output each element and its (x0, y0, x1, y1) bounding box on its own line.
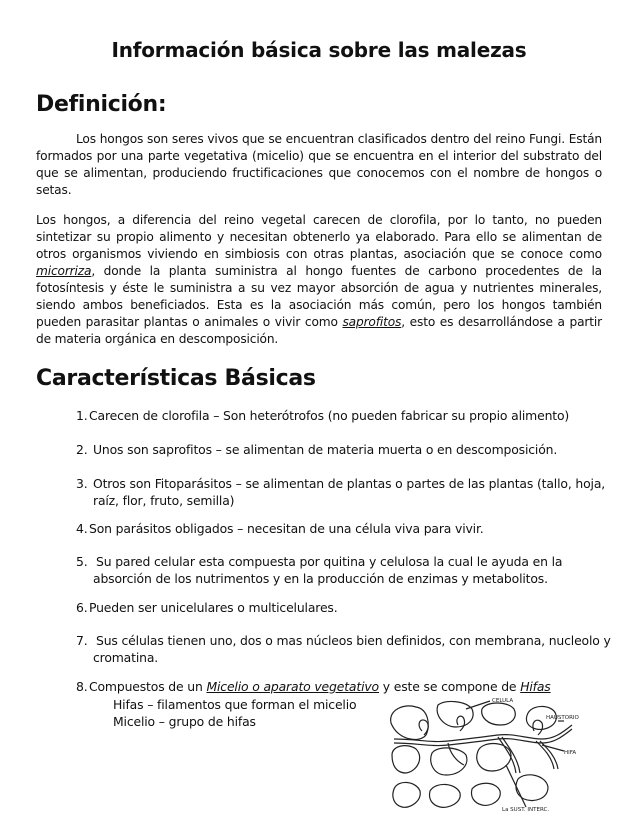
list-item (76, 632, 611, 665)
list-item-text: Pueden ser unicelulares o multicelulares. (89, 600, 338, 615)
plant-cell (429, 784, 460, 807)
list-item-text-line-2: absorción de los nutrimentos y en la producción de enzimas y metabolitos. (93, 571, 548, 586)
list-item-text-line-2: raíz, flor, fruto, semilla) (93, 493, 235, 508)
list-item-number: 6. (76, 600, 88, 615)
list-item-number: 1. (76, 408, 88, 423)
haustorium (457, 716, 465, 731)
list-item (76, 520, 484, 537)
plant-cell (392, 746, 420, 773)
term-saprofitos: saprofitos (342, 315, 402, 329)
list-item-text: Son parásitos obligados – necesitan de una célula viva para vivir. (89, 521, 484, 536)
hyphae-diagram (386, 695, 586, 813)
definicion-p1-text: Los hongos son seres vivos que se encuentran clasificados dentro del reino Fungi. Están formados por una parte vegetativa (micelio) que se encuentra en el interior del substrato del que se alimentan, produciendo fructificaciones que conocemos con el nombre de hongos o setas. (36, 132, 602, 197)
definicion-paragraph-1 (36, 131, 602, 199)
list-item (76, 678, 551, 695)
list-item (76, 441, 558, 458)
term-hifas: Hifas (520, 679, 551, 694)
plant-cell (431, 748, 467, 775)
sub-item-micelio: Micelio – grupo de hifas (113, 714, 256, 729)
list-item (76, 475, 606, 508)
page-title: Información básica sobre las malezas (111, 38, 527, 62)
sub-item-hifas: Hifas – filamentos que forman el micelio (113, 697, 357, 712)
plant-cell (393, 782, 420, 807)
list-item (76, 407, 570, 424)
list-item-number: 4. (76, 521, 88, 536)
list-item-number: 3. (76, 476, 88, 491)
list-item-text-line-1: Otros son Fitoparásitos – se alimentan de plantas o partes de las plantas (tallo, hoja, (93, 476, 606, 491)
list-item-number: 7. (76, 633, 88, 648)
item-8-mid: y este se compone de (379, 679, 521, 694)
label-sustancia-intercelular: La SUST. INTERC. (502, 807, 550, 813)
list-item-number: 8. (76, 679, 88, 694)
label-haustorio: HAUSTORIO (546, 715, 579, 721)
list-item-text: Carecen de clorofila – Son heterótrofos (no pueden fabricar su propio alimento) (89, 408, 570, 423)
plant-cell (437, 702, 473, 727)
list-item-text (89, 678, 569, 695)
list-item-text-line-1: Sus células tienen uno, dos o mas núcleos bien definidos, con membrana, nucleolo y (96, 633, 611, 648)
label-celula: CELULA (492, 698, 514, 704)
definicion-p2-part-c: , esto es desarrollándose a partir de materia orgánica en descomposición. (36, 315, 602, 346)
plant-cell (391, 706, 429, 740)
plant-cell (471, 783, 500, 805)
haustorium (533, 720, 543, 735)
list-item-text-line-1: Su pared celular esta compuesta por quitina y celulosa la cual le ayuda en la (96, 554, 563, 569)
list-item-number: 2. (76, 442, 88, 457)
term-micorriza: micorriza (36, 264, 92, 278)
definicion-p2-part-a: Los hongos, a diferencia del reino vegetal carecen de clorofila, por lo tanto, no pueden sintetizar su propio alimento y necesitan obtenerlo ya elaborado. Para ello se alimentan de otros organismos viviendo en simbiosis con otras plantas, asociación que se conoce como (36, 213, 602, 261)
caracteristicas-heading: Características Básicas (36, 366, 316, 391)
list-item-text-line-2: cromatina. (93, 650, 159, 665)
hypha-branch (448, 743, 464, 765)
list-item (76, 599, 338, 616)
item-8-pre: Compuestos de un (89, 679, 207, 694)
list-item (76, 553, 563, 586)
list-item-number: 5. (76, 554, 88, 569)
label-hifa: HIFA (564, 750, 577, 756)
definicion-heading: Definición: (36, 92, 167, 117)
definicion-paragraph-2 (36, 212, 602, 348)
term-micelio-aparato-vegetativo: Micelio o aparato vegetativo (206, 679, 379, 694)
list-item-text: Unos son saprofitos – se alimentan de materia muerta o en descomposición. (93, 442, 558, 457)
plant-cell (482, 703, 516, 725)
definicion-p2-part-b: , donde la planta suministra al hongo fuentes de carbono procedentes de la fotosíntesis y éste le suministra a su vez mayor absorción de agua y nutrientes minerales, siendo ambos beneficiados. Esta es la asociación más común, pero los hongos también pueden parasitar plantas o animales o vivir como (36, 264, 602, 329)
